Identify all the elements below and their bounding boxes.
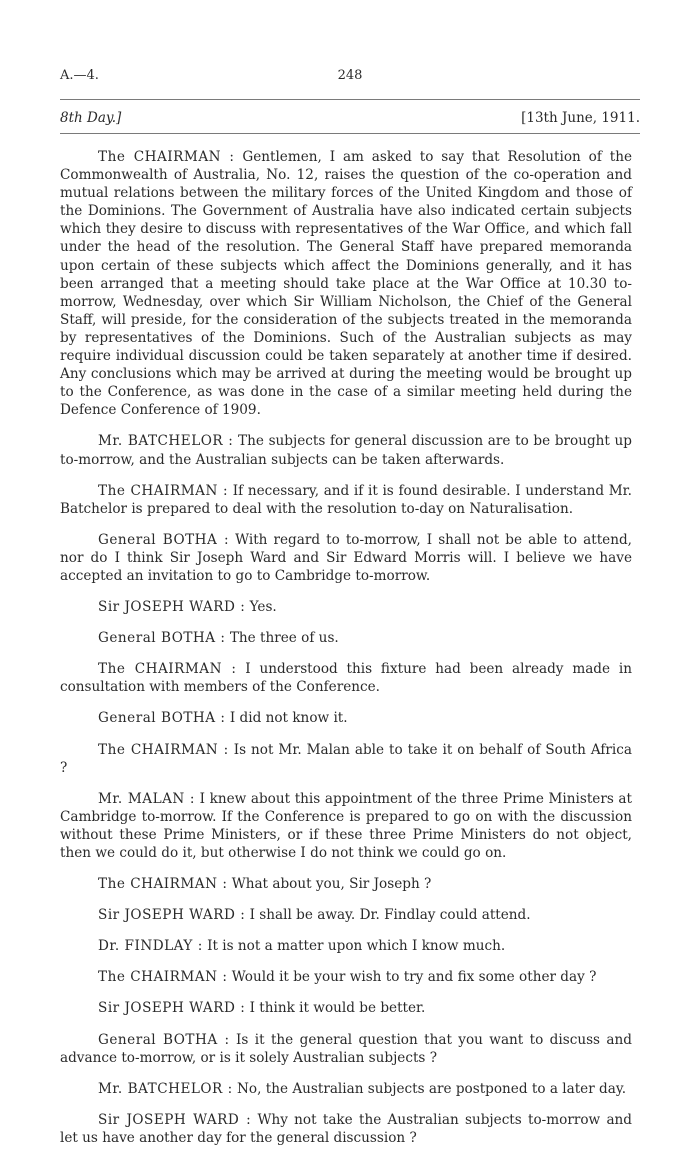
speech-text: If necessary, and if it is found desirable. I understand Mr. Batchelor is prepared to deal with the resolution to-day on Naturalisation. <box>60 482 632 517</box>
speaker-name: General BOTHA : <box>98 1031 230 1048</box>
transcript-paragraph <box>60 598 632 616</box>
transcript-paragraph <box>60 660 632 696</box>
transcript-paragraph <box>60 1080 632 1098</box>
session-date: [13th June, 1911. <box>521 110 640 126</box>
speech-text: No, the Australian subjects are postponed to a later day. <box>232 1080 627 1097</box>
speech-text: I think it would be better. <box>245 1000 426 1017</box>
session-rule <box>60 133 640 134</box>
transcript-paragraph <box>60 937 632 955</box>
speaker-name: Sir JOSEPH WARD : <box>98 1111 252 1128</box>
speech-text: The three of us. <box>225 630 339 647</box>
transcript-paragraph <box>60 741 632 777</box>
speech-text: What about you, Sir Joseph ? <box>227 876 432 893</box>
transcript-paragraph <box>60 629 632 647</box>
transcript-paragraph <box>60 875 632 893</box>
speaker-name: Mr. BATCHELOR : <box>98 1080 233 1097</box>
speaker-name: The CHAIRMAN : <box>98 741 229 758</box>
transcript-paragraph <box>60 906 632 924</box>
speaker-name: Mr. BATCHELOR : <box>98 433 234 450</box>
speaker-name: The CHAIRMAN : <box>98 482 229 499</box>
transcript-paragraph <box>60 968 632 986</box>
speaker-name: The CHAIRMAN : <box>98 876 228 893</box>
speaker-name: The CHAIRMAN : <box>98 661 237 678</box>
transcript-paragraph <box>60 999 632 1017</box>
speech-text: I understood this fixture had been already made in consultation with members of the Conference. <box>60 661 632 696</box>
speech-text: I did not know it. <box>225 710 348 727</box>
speech-text: I shall be away. Dr. Findlay could attend. <box>245 907 531 924</box>
session-header <box>60 110 640 130</box>
speaker-name: Sir JOSEPH WARD : <box>98 907 246 924</box>
transcript-paragraph <box>60 432 632 468</box>
speaker-name: The CHAIRMAN : <box>98 149 235 165</box>
speaker-name: General BOTHA : <box>98 630 226 647</box>
header-rule <box>60 99 640 100</box>
speech-text: I knew about this appointment of the three Prime Ministers at Cambridge to-morrow. If the Conference is prepared to go on with the discussion without these Prime Ministers, or if these three Prime Ministers do not object, then we could do it, but otherwise I do not think we could go on. <box>60 790 632 861</box>
transcript-paragraph <box>60 531 632 585</box>
session-day: 8th Day.] <box>60 110 122 126</box>
speaker-name: Sir JOSEPH WARD : <box>98 1000 246 1017</box>
speaker-name: The CHAIRMAN : <box>98 969 228 986</box>
speaker-name: Sir JOSEPH WARD : <box>98 599 246 616</box>
transcript-paragraph <box>60 790 632 862</box>
speaker-name: Mr. MALAN : <box>98 790 196 807</box>
speech-text: The subjects for general discussion are to be brought up to-morrow, and the Australian subjects can be taken afterwards. <box>60 433 632 468</box>
transcript-paragraph <box>60 482 632 518</box>
document-reference: A.—4. <box>60 68 99 83</box>
transcript-paragraph <box>60 148 632 419</box>
speech-text: It is not a matter upon which I know much. <box>202 938 506 955</box>
transcript-paragraph <box>60 1111 632 1147</box>
speech-text: Why not take the Australian subjects to-morrow and let us have another day for the general discussion ? <box>60 1111 633 1146</box>
transcript-paragraph <box>60 709 632 727</box>
speaker-name: General BOTHA : <box>98 710 226 727</box>
speech-text: With regard to to-morrow, I shall not be able to attend, nor do I think Sir Joseph Ward and Sir Edward Morris will. I believe we have accepted an invitation to go to Cambridge to-morrow. <box>60 531 632 584</box>
page-number: 248 <box>337 68 363 83</box>
speech-text: Is not Mr. Malan able to take it on behalf of South Africa ? <box>60 741 632 776</box>
transcript-paragraph <box>60 1031 632 1067</box>
speaker-name: Dr. FINDLAY : <box>98 938 203 955</box>
speech-text: Yes. <box>245 599 277 616</box>
speech-text: Is it the general question that you want to discuss and advance to-morrow, or is it solely Australian subjects ? <box>60 1031 632 1066</box>
transcript-body <box>60 148 632 1160</box>
speaker-name: General BOTHA : <box>98 531 230 548</box>
running-header <box>60 68 640 88</box>
speech-text: Gentlemen, I am asked to say that Resolution of the Commonwealth of Australia, No. 12, raises the question of the co-operation and mutual relations between the military forces of the United Kingdom and those of the Dominions. The Government of Australia have also indicated certain subjects which they desire to discuss with representatives of the War Office, and which fall under the head of the resolution. The General Staff have prepared memoranda upon certain of these subjects which affect the Dominions generally, and it has been arranged that a meeting should take place at the War Office at 10.30 to-morrow, Wednesday, over which Sir William Nicholson, the Chief of the General Staff, will preside, for the consideration of the subjects treated in the memoranda by representatives of the Dominions. Such of the Australian subjects as may require individual discussion could be taken separately at another time if desired. Any conclusions which may be arrived at during the meeting would be brought up to the Conference, as was done in the case of a similar meeting held during the Defence Conference of 1909. <box>60 149 632 419</box>
speech-text: Would it be your wish to try and fix some other day ? <box>227 969 597 986</box>
